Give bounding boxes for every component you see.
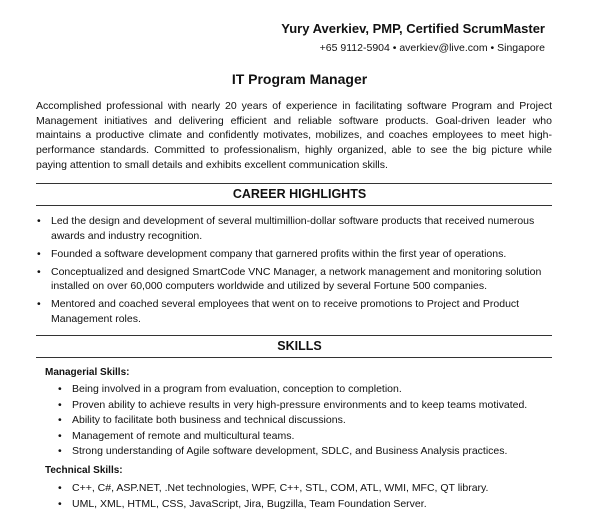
technical-skills-label: Technical Skills:	[45, 465, 123, 476]
list-item: • Ability to facilitate both business and technical discussions.	[58, 413, 558, 429]
list-item: • Being involved in a program from evaluation, conception to completion.	[58, 382, 558, 398]
list-item: • Proven ability to achieve results in very high-pressure environments and to keep teams motivated.	[58, 398, 558, 414]
list-item: • Led the design and development of several multimillion-dollar software products that received numerous awards and industry recognition.	[37, 215, 535, 242]
bullet-icon: •	[37, 298, 41, 310]
contact-line: +65 9112-5904 • averkiev@live.com • Singapore	[319, 42, 545, 54]
bullet-icon: •	[58, 497, 62, 510]
bullet-icon: •	[37, 265, 41, 278]
bullet-icon: •	[58, 398, 62, 411]
bullet-icon: •	[37, 247, 41, 260]
divider-top	[36, 335, 552, 336]
bullet-icon: •	[58, 414, 62, 426]
list-item: • Management of remote and multicultural teams.	[58, 429, 558, 445]
candidate-name: Yury Averkiev, PMP, Certified ScrumMaster	[281, 21, 545, 36]
divider-bottom	[36, 205, 552, 206]
bullet-icon: •	[58, 445, 62, 457]
managerial-skills-label: Managerial Skills:	[45, 367, 130, 378]
managerial-skills-list	[58, 382, 558, 460]
career-highlights-heading: CAREER HIGHLIGHTS	[232, 187, 367, 201]
bullet-icon: •	[58, 482, 62, 494]
divider-top	[36, 183, 552, 184]
list-item: • Founded a software development company that garnered profits within the first year of operations.	[37, 247, 507, 260]
list-item: • UML, XML, HTML, CSS, JavaScript, Jira, Bugzilla, Team Foundation Server.	[58, 497, 558, 513]
bullet-icon: •	[37, 215, 41, 227]
bullet-icon: •	[58, 383, 62, 395]
career-highlights-list	[36, 214, 554, 330]
list-item: • Mentored and coached several employees that went on to receive promotions to Project and Product Management roles.	[37, 298, 520, 325]
list-item: • Conceptualized and designed SmartCode VNC Manager, a network management and monitoring solution installed on over 60,000 computers worldwide and utilized by several Fortune 500 companies.	[37, 265, 542, 292]
bullet-icon: •	[58, 429, 62, 442]
profile-summary: Accomplished professional with nearly 20 years of experience in facilitating software Program and Project Management initiatives and delivering efficient and reliable software products. Goal-driven leader who maintains a productive climate and confidently motivates, mobilizes, and coaches employees to meet high-performance standards. Committed to professionalism, highly organized, able to see the big picture while paying attention to small details and exhibits excellent communication skills.	[36, 100, 552, 171]
skills-heading: SKILLS	[277, 339, 322, 353]
technical-skills-list	[58, 481, 558, 512]
list-item: • Strong understanding of Agile software development, SDLC, and Business Analysis practices.	[58, 444, 558, 460]
job-title: IT Program Manager	[231, 71, 368, 87]
divider-bottom	[36, 357, 552, 358]
list-item: • C++, C#, ASP.NET, .Net technologies, WPF, C++, STL, COM, ATL, WMI, MFC, QT library.	[58, 481, 558, 497]
